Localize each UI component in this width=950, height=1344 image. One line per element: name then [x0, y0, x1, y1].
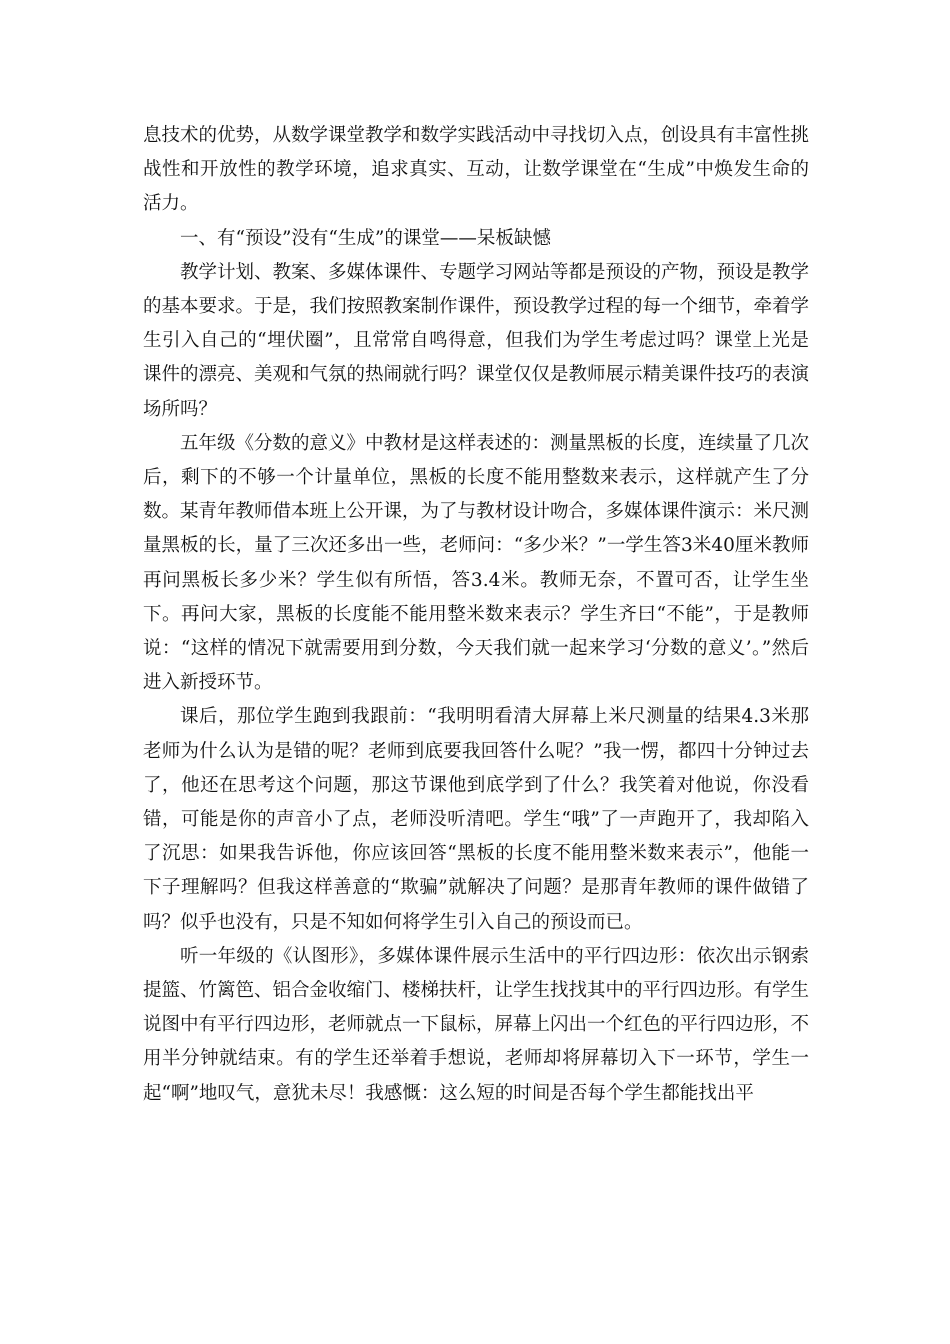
- paragraph-after-class: 课后，那位学生跑到我跟前：“我明明看清大屏幕上米尺测量的结果4.3米那老师为什么认为是错的呢？老师到底要我回答什么呢？”我一愣，都四十分钟过去了，他还在思考这个问题，那这节课他到底学到了什么？我笑着对他说，你没看错，可能是你的声音小了点，老师没听清吧。学生“哦”了一声跑开了，我却陷入了沉思：如果我告诉他，你应该回答“黑板的长度不能用整米数来表示”，他能一下子理解吗？但我这样善意的“欺骗”就解决了问题？是那青年教师的课件做错了吗？似乎也没有，只是不知如何将学生引入自己的预设而已。: [143, 706, 809, 933]
- document-body: [143, 119, 809, 1111]
- paragraph-preset-products: 教学计划、教案、多媒体课件、专题学习网站等都是预设的产物，预设是教学的基本要求。于是，我们按照教案制作课件，预设教学过程的每一个细节，牵着学生引入自己的“埋伏圈”，且常常自鸣得意，但我们为学生考虑过吗？课堂上光是课件的漂亮、美观和气氛的热闹就行吗？课堂仅仅是教师展示精美课件技巧的表演场所吗？: [143, 261, 810, 420]
- paragraph-intro-continuation: 息技术的优势，从数学课堂教学和数学实践活动中寻找切入点，创设具有丰富性挑战性和开放性的教学环境，追求真实、互动，让数学课堂在“生成”中焕发生命的活力。: [143, 125, 810, 215]
- paragraph-fraction-lesson: 五年级《分数的意义》中教材是这样表述的：测量黑板的长度，连续量了几次后，剩下的不够一个计量单位，黑板的长度不能用整数来表示，这样就产生了分数。某青年教师借本班上公开课，为了与教材设计吻合，多媒体课件演示：米尺测量黑板的长，量了三次还多出一些，老师问：“多少米？”一学生答3米40厘米教师再问黑板长多少米？学生似有所悟，答3.4米。教师无奈，不置可否，让学生坐下。再问大家，黑板的长度能不能用整米数来表示？学生齐曰“不能”，于是教师说：“这样的情况下就需要用到分数，今天我们就一起来学习‘分数的意义’。”然后进入新授环节。: [143, 432, 810, 694]
- paragraph-shapes-lesson: 听一年级的《认图形》，多媒体课件展示生活中的平行四边形：依次出示钢索提篮、竹篱笆、铝合金收缩门、楼梯扶杆，让学生找找其中的平行四边形。有学生说图中有平行四边形，老师就点一下鼠标，屏幕上闪出一个红色的平行四边形，不用半分钟就结束。有的学生还举着手想说，老师却将屏幕切入下一环节，学生一起“啊”地叹气，意犹未尽！我感慨：这么短的时间是否每个学生都能找出平: [143, 945, 810, 1104]
- section-heading: 一、有“预设”没有“生成”的课堂——呆板缺憾: [180, 227, 551, 249]
